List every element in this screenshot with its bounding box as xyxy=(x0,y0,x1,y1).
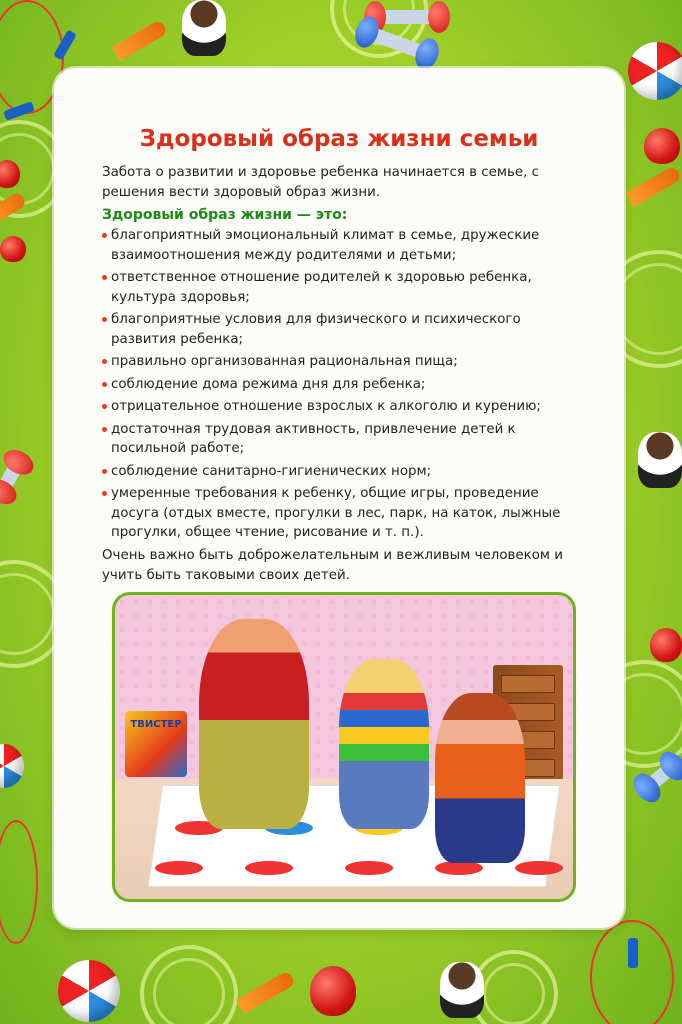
apple-icon xyxy=(650,628,682,662)
apple-icon xyxy=(0,236,26,262)
mother-figure xyxy=(199,619,309,829)
closing-paragraph: Очень важно быть доброжелательным и вежливым человеком и учить быть таковыми своих детей. xyxy=(102,548,563,583)
carrot-icon xyxy=(112,19,168,61)
teddy-bear-icon xyxy=(440,962,484,1018)
jump-rope-icon xyxy=(0,820,38,944)
decor-ring xyxy=(140,945,238,1024)
list-item: соблюдение дома режима дня для ребенка; xyxy=(102,375,580,395)
carrot-icon xyxy=(236,970,296,1014)
beach-ball-icon xyxy=(58,960,120,1022)
apple-icon xyxy=(644,128,680,164)
boy-figure xyxy=(435,693,525,863)
content-card xyxy=(54,68,624,928)
game-box-label: ТВИСТЕР xyxy=(130,719,182,730)
beach-ball-icon xyxy=(0,744,24,788)
dumbbell-icon xyxy=(0,456,26,498)
mat-spot xyxy=(155,861,203,875)
healthy-lifestyle-list xyxy=(102,226,580,546)
carrot-icon xyxy=(626,165,682,207)
list-heading: Здоровый образ жизни — это: xyxy=(102,207,348,223)
page-title: Здоровый образ жизни семьи xyxy=(139,126,539,152)
family-illustration xyxy=(112,592,576,902)
list-item: отрицательное отношение взрослых к алкоголю и курению; xyxy=(102,397,580,417)
list-item: благоприятные условия для физического и психического развития ребенка; xyxy=(102,310,580,349)
list-item: умеренные требования к ребенку, общие игры, проведение досуга (отдых вместе, прогулки в лес, парк, на каток, лыжные прогулки, общее чтение, рисование и т. п.). xyxy=(102,484,580,543)
mat-spot xyxy=(345,861,393,875)
jump-rope-icon xyxy=(590,920,674,1024)
list-item: ответственное отношение родителей к здоровью ребенка, культура здоровья; xyxy=(102,268,580,307)
teddy-bear-icon xyxy=(638,432,682,488)
mat-spot xyxy=(245,861,293,875)
list-item: достаточная трудовая активность, привлечение детей к посильной работе; xyxy=(102,420,580,459)
game-box-illustration xyxy=(125,711,187,777)
beach-ball-icon xyxy=(628,42,682,100)
list-item: правильно организованная рациональная пища; xyxy=(102,352,580,372)
mat-spot xyxy=(435,861,483,875)
intro-paragraph: Забота о развитии и здоровье ребенка начинается в семье, с решения вести здоровый образ жизни. xyxy=(102,165,539,200)
rope-handle-icon xyxy=(628,938,638,968)
apple-icon xyxy=(310,966,356,1016)
apple-icon xyxy=(0,160,20,188)
list-item: благоприятный эмоциональный климат в семье, дружеские взаимоотношения между родителями и детьми; xyxy=(102,226,580,265)
mat-spot xyxy=(515,861,563,875)
dumbbell-icon xyxy=(372,10,442,24)
list-item: соблюдение санитарно-гигиенических норм; xyxy=(102,462,580,482)
girl-figure xyxy=(339,659,429,829)
teddy-bear-icon xyxy=(182,0,226,56)
